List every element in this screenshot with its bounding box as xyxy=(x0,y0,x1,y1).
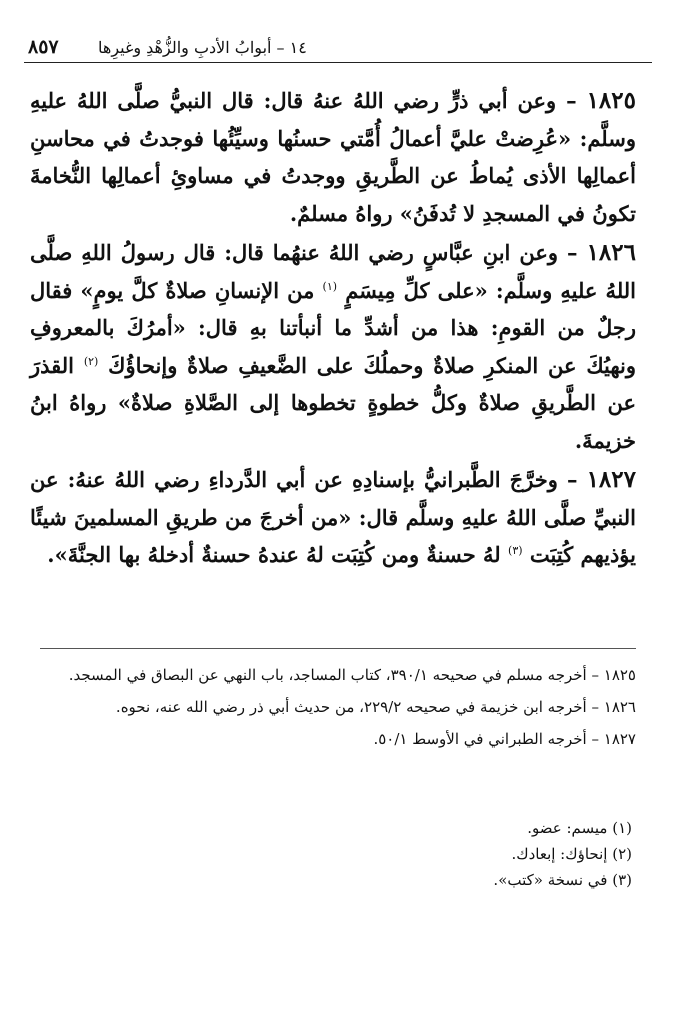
footnote-ref: (٣) xyxy=(508,544,523,557)
glossary-notes xyxy=(372,816,632,894)
glossary-item xyxy=(372,842,632,866)
hadith-number: ١٨٢٧ xyxy=(586,466,636,493)
takhrij-number: ١٨٢٥ xyxy=(603,666,636,684)
hadith-1825 xyxy=(30,82,636,232)
takhrij-text: – أخرجه الطبراني في الأوسط ٥٠/١. xyxy=(373,730,599,748)
hadith-text: من الإنسانِ صلاةٌ كلَّ يومٍ» فقال رجلٌ من القومِ: هذا من أشدِّ ما أنبأتنا بهِ قال: «أمرُكَ بالمعروفِ ونهيُكَ عن المنكرِ صلاةٌ وحملُكَ على الضَّعيفِ صلاةٌ وإنحاؤُكَ xyxy=(30,277,637,378)
hadith-text: – وخرَّجَ الطَّبرانيُّ بإسنادِهِ عن أبي الدَّرداءِ رضي اللهُ عنهُ: عن النبيِّ صلَّى اللهُ عليهِ وسلَّم قال: «من أخرجَ من طريقِ المسلمينَ شيئًا يؤذيهم كُتِبَت xyxy=(30,467,636,567)
takhrij-number: ١٨٢٦ xyxy=(603,698,636,716)
glossary-ref: (١) xyxy=(612,819,632,837)
hadith-text: القذرَ عن الطَّريقِ صلاةٌ وكلُّ خطوةٍ تخطوها إلى الصَّلاةِ صلاةٌ» رواهُ ابنُ خزيمةَ. xyxy=(30,352,636,453)
glossary-item xyxy=(372,816,632,840)
glossary-text: ميسم: عضو. xyxy=(527,819,608,837)
hadith-number: ١٨٢٦ xyxy=(586,239,636,266)
running-head: ١٤ – أبوابُ الأدبِ والزُّهْدِ وغيرِها xyxy=(98,38,307,57)
hadith-text: – وعن ابنِ عبَّاسٍ رضي اللهُ عنهُما قال: قال رسولُ اللهِ صلَّى اللهُ عليهِ وسلَّم: «على كلِّ مِيسَمٍ xyxy=(30,240,637,303)
takhrij-text: – أخرجه ابن خزيمة في صحيحه ٢٢٩/٢، من حديث أبي ذر رضي الله عنه، نحوه. xyxy=(115,698,599,716)
hadith-text: – وعن أبي ذرٍّ رضي اللهُ عنهُ قال: قال النبيُّ صلَّى اللهُ عليهِ وسلَّم: «عُرِضتْ عليَّ أعمالُ أُمَّتي حسنُها وسيِّئُها فوجدتُ في محاسنِ أعمالِها الأذى يُماطُ عن الطَّريقِ ووجدتُ في مساوئِ أعمالِها النُّخامةَ تكونُ في المسجدِ لا تُدفَنُ» رواهُ مسلمٌ. xyxy=(30,88,636,226)
takhrij-text: – أخرجه مسلم في صحيحه ٣٩٠/١، كتاب المساجد، باب النهي عن البصاق في المسجد. xyxy=(68,666,599,684)
hadith-1826 xyxy=(30,234,636,459)
takhrij-note xyxy=(36,726,636,752)
glossary-text: إنحاؤك: إبعادك. xyxy=(511,845,608,863)
takhrij-note xyxy=(36,694,636,720)
hadith-number: ١٨٢٥ xyxy=(586,87,636,114)
hadith-1827 xyxy=(30,461,636,574)
glossary-text: في نسخة «كتب». xyxy=(493,871,608,889)
glossary-ref: (٢) xyxy=(612,845,632,863)
glossary-ref: (٣) xyxy=(612,871,632,889)
page-number: ٨٥٧ xyxy=(28,36,59,58)
footnote-ref: (٢) xyxy=(83,354,99,368)
page-header xyxy=(24,34,652,63)
glossary-item xyxy=(372,868,632,892)
takhrij-number: ١٨٢٧ xyxy=(603,730,636,748)
main-text xyxy=(30,82,636,576)
footnote-ref: (١) xyxy=(322,279,338,293)
hadith-text: لهُ حسنةٌ ومن كُتِبَت لهُ عندهُ حسنةٌ أدخلهُ بها الجنَّةَ». xyxy=(47,542,501,567)
takhrij-notes xyxy=(36,662,636,758)
takhrij-note xyxy=(36,662,636,688)
footnote-separator xyxy=(40,648,636,649)
